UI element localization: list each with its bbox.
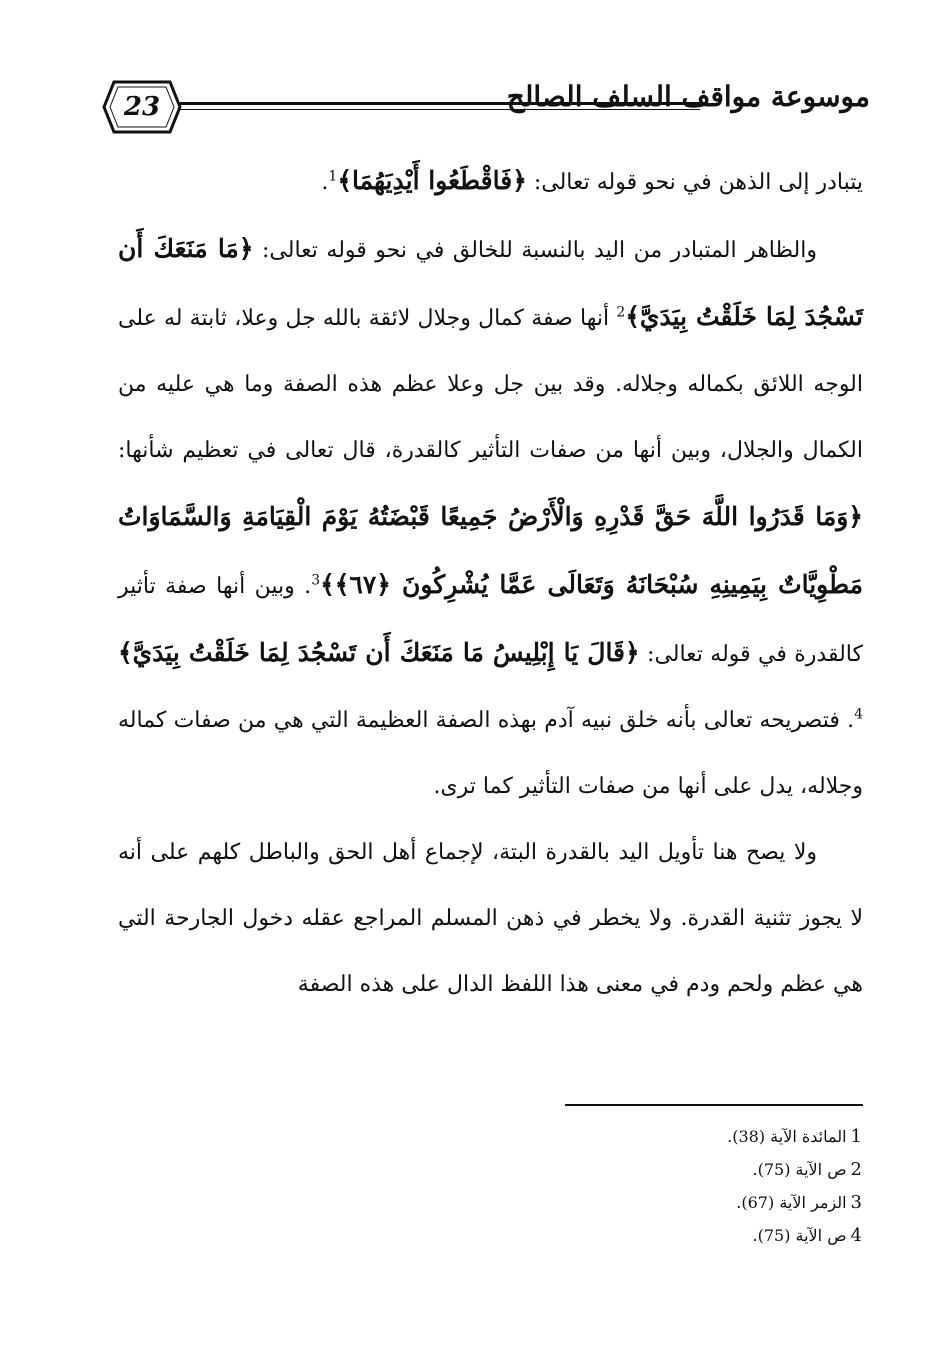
paragraph-1-text: يتبادر إلى الذهن في نحو قوله تعالى: [526, 170, 863, 195]
quran-quote-4: ﴿قَالَ يَا إِبْلِيسُ مَا مَنَعَكَ أَن تَسْجُدَ لِمَا خَلَقْتُ بِيَدَيَّ﴾ [118, 638, 640, 667]
footnote-4 [560, 1219, 862, 1252]
book-title: موسوعة مواقف السلف الصالح [506, 80, 870, 113]
quran-quote-1: ﴿فَاقْطَعُوا أَيْدِيَهُمَا﴾ [337, 166, 527, 195]
body-text [118, 148, 863, 1018]
footnote-number: 3 [850, 1192, 862, 1213]
footnote-text: ص الآية (75). [752, 1226, 847, 1245]
quran-quote-2: ﴿مَا مَنَعَكَ أَن تَسْجُدَ لِمَا خَلَقْتُ بِيَدَيَّ﴾ [118, 234, 863, 331]
period: . [321, 170, 329, 195]
footnote-text: ص الآية (75). [752, 1160, 847, 1179]
paragraph-1 [118, 148, 863, 216]
footnote-ref-1[interactable]: 1 [328, 168, 338, 185]
paragraph-2-mid2: . وبين أنها صفة تأثير كالقدرة في قوله تعالى: [118, 574, 863, 667]
quran-quote-3: ﴿وَمَا قَدَرُوا اللَّهَ حَقَّ قَدْرِهِ وَالْأَرْضُ جَمِيعًا قَبْضَتُهُ يَوْمَ الْقِيَامَةِ وَالسَّمَاوَاتُ مَطْوِيَّاتٌ بِيَمِينِهِ سُبْحَانَهُ وَتَعَالَى عَمَّا يُشْرِكُونَ ﴿٦٧﴾﴾ [118, 502, 863, 599]
footnote-2 [560, 1153, 862, 1186]
footnotes [560, 1120, 862, 1252]
page-number: 23 [123, 92, 161, 122]
footnote-text: المائدة الآية (38). [727, 1127, 847, 1146]
footnote-3 [560, 1186, 862, 1219]
paragraph-2-end: . فتصريحه تعالى بأنه خلق نبيه آدم بهذه الصفة العظيمة التي هي من صفات كماله وجلاله، يدل على أنها من صفات التأثير كما ترى. [118, 708, 863, 799]
footnote-ref-4[interactable]: 4 [854, 706, 863, 723]
paragraph-2-start: والظاهر المتبادر من اليد بالنسبة للخالق في نحو قوله تعالى: [253, 238, 817, 263]
paragraph-2 [118, 216, 863, 820]
footnote-text: الزمر الآية (67). [736, 1193, 847, 1212]
footnote-1 [560, 1120, 862, 1153]
footnote-number: 4 [850, 1225, 862, 1246]
footnote-separator [565, 1104, 863, 1106]
footnote-ref-3[interactable]: 3 [311, 572, 321, 589]
footnote-number: 1 [850, 1126, 862, 1147]
paragraph-2-mid: أنها صفة كمال وجلال لائقة بالله جل وعلا، ثابتة له على الوجه اللائق بكماله وجلاله. وقد بين جل وعلا عظم هذه الصفة وما هي عليه من الكمال والجلال، وبين أنها من صفات التأثير كالقدرة، قال تعالى في تعظيم شأنها: [118, 306, 863, 463]
footnote-ref-2[interactable]: 2 [616, 304, 626, 321]
paragraph-3: ولا يصح هنا تأويل اليد بالقدرة البتة، لإجماع أهل الحق والباطل كلهم على أنه لا يجوز تثنية القدرة. ولا يخطر في ذهن المسلم المراجع عقله دخول الجارحة التي هي عظم ولحم ودم في معنى هذا اللفظ الدال على هذه الصفة [118, 840, 863, 997]
page-number-badge [100, 76, 184, 138]
footnote-number: 2 [850, 1159, 862, 1180]
page-header [100, 72, 870, 148]
